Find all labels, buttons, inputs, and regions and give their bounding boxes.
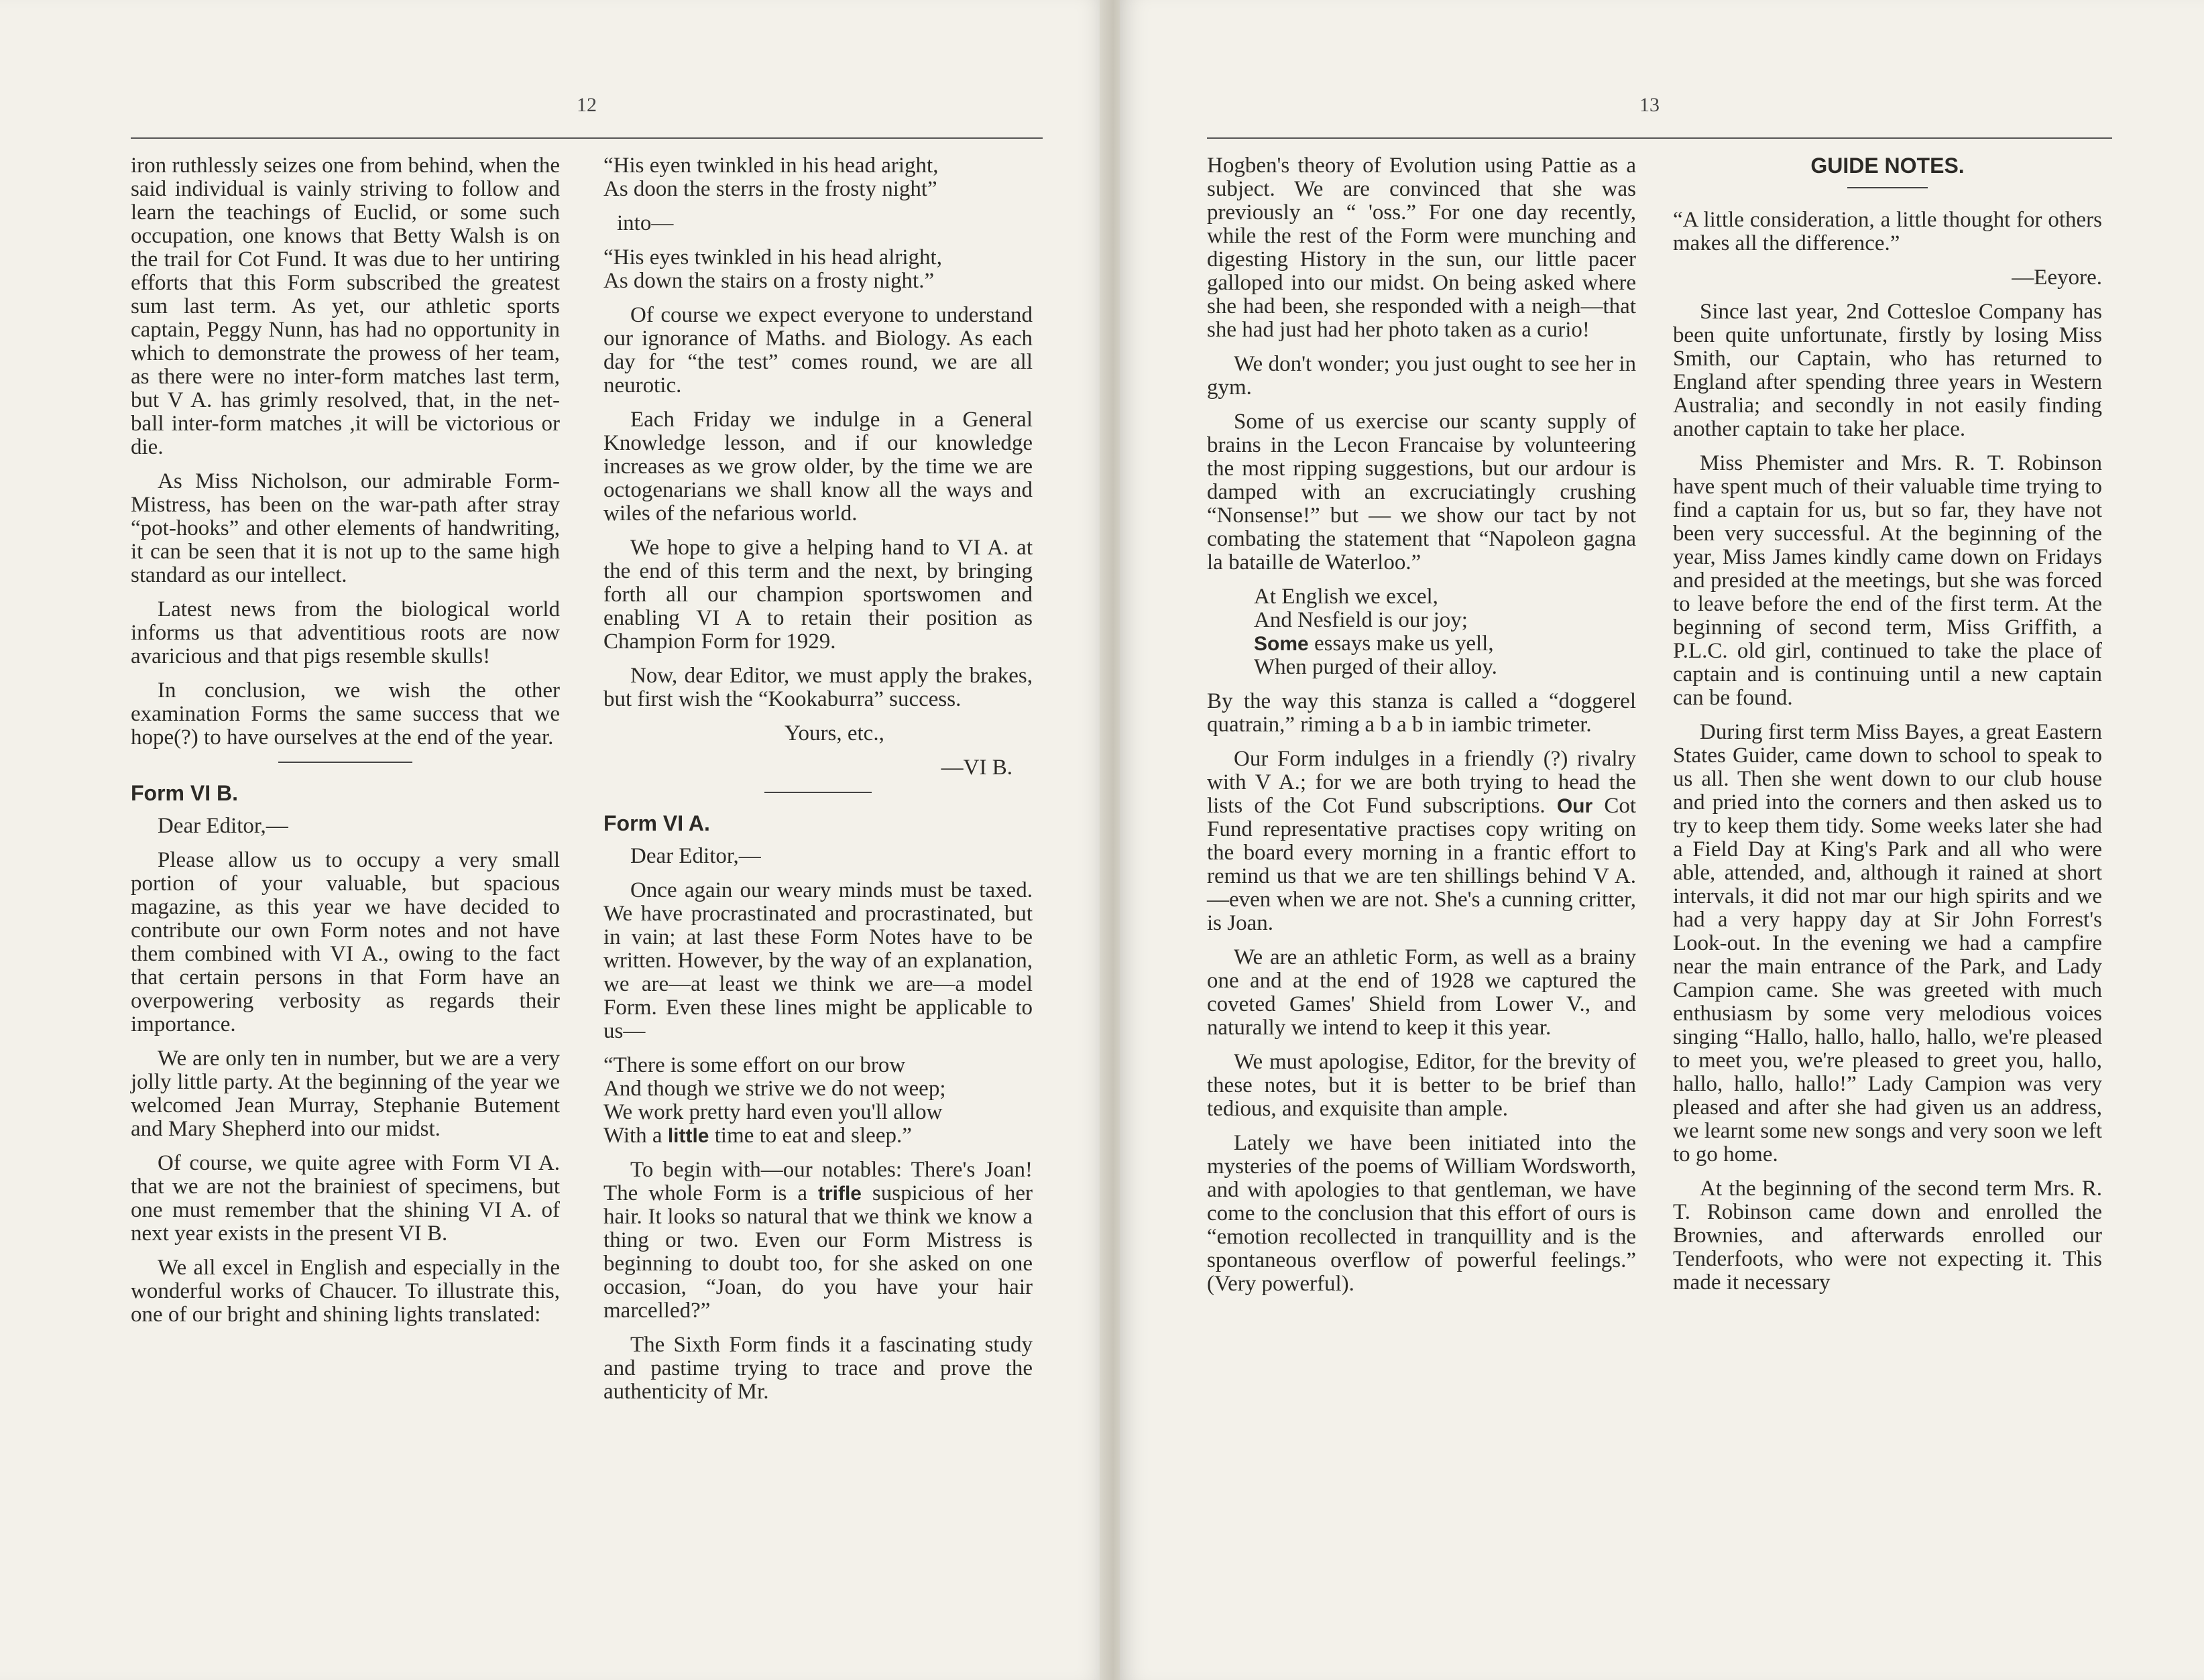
verse-text: “There is some effort on our brow And though we strive we do not weep; We work pretty hard even you'll allow With a [603, 1053, 946, 1148]
signoff: Yours, etc., [785, 721, 884, 745]
paragraph: Since last year, 2nd Cottesloe Company has been quite unfortunate, firstly by losing Miss Smith, our Captain, who has returned to England after spending three years in Western Australia; and secondly in not easily finding another captain to take her place. [1673, 300, 2102, 441]
paragraph: Now, dear Editor, we must apply the brakes, but first wish the “Kookaburra” success. [603, 664, 1033, 711]
left-column-1 [131, 154, 560, 1337]
paragraph: Latest news from the biological world informs us that adventitious roots are now avaricious and that pigs resemble skulls! [131, 597, 560, 668]
page-number-right: 13 [1639, 94, 1660, 116]
salutation: Dear Editor,— [158, 814, 288, 838]
header-rule-left [131, 137, 1043, 139]
section-divider [764, 792, 872, 793]
paragraph: We all excel in English and especially in the wonderful works of Chaucer. To illustrate this, one of our bright and shining lights translated: [131, 1256, 560, 1327]
verse-emphasis: Some [1254, 633, 1309, 655]
paragraph: We are an athletic Form, as well as a brainy one and at the end of 1928 we captured the coveted Games' Shield from Lower V., and naturally we intend to keep it this year. [1207, 945, 1636, 1040]
salutation: Dear Editor,— [630, 844, 761, 868]
epigraph: “A little consideration, a little thought for others makes all the difference.” [1673, 208, 2102, 255]
paragraph: Each Friday we indulge in a General Knowledge lesson, and if our knowledge increases as we grow older, by the time we are octogenarians we shall know all the ways and wiles of the nefarious world. [603, 408, 1033, 526]
verse [603, 1054, 1033, 1148]
emphasis: trifle [817, 1183, 862, 1205]
paragraph: We are only ten in number, but we are a very jolly little party. At the beginning of the year we welcomed Jean Murray, Stephanie Butement and Mary Shepherd into our midst. [131, 1046, 560, 1141]
paragraph [603, 1158, 1033, 1323]
paragraph: The Sixth Form finds it a fascinating study and pastime trying to trace and prove the authenticity of Mr. [603, 1333, 1033, 1404]
text: Cot Fund representative practises copy writing on the board every morning in a frantic effort to remind us that we are ten shillings behind V A.—even when we are not. She's a cunning critter, is Joan. [1207, 794, 1636, 935]
paragraph: At the beginning of the second term Mrs. R. T. Robinson came down and enrolled the Brownies, and afterwards enrolled our Tenderfoots, who were not expecting it. This made it necessary [1673, 1177, 2102, 1295]
verse-emphasis: little [667, 1125, 709, 1147]
section-divider [278, 762, 412, 763]
paragraph: Of course we expect everyone to understand our ignorance of Maths. and Biology. As each day for “the test” comes round, we are all neurotic. [603, 303, 1033, 398]
header-rule-right [1207, 137, 2112, 139]
paragraph: Hogben's theory of Evolution using Pattie as a subject. We are convinced that she was previously an “ 'oss.” For one day recently, while the rest of the Form were munching and digesting History in the sun, our little pacer galloped into our midst. On being asked where she had been, she responded with a neigh—that she had just had her photo taken as a curio! [1207, 154, 1636, 342]
paragraph: In conclusion, we wish the other examination Forms the same success that we hope(?) to have ourselves at the end of the year. [131, 678, 560, 749]
section-heading: Form VI A. [603, 811, 710, 835]
epigraph-attribution: —Eeyore. [2012, 265, 2102, 290]
verse: “His eyen twinkled in his head aright, As doon the sterrs in the frosty night” [603, 154, 939, 201]
signer: —VI B. [941, 756, 1012, 780]
section-heading: GUIDE NOTES. [1810, 154, 1965, 178]
paragraph: iron ruthlessly seizes one from behind, when the said individual is vainly striving to follow and learn the teachings of Euclid, or some such occupation, one knows that Betty Walsh is on the trail for Cot Fund. It was due to her untiring efforts that this Form subscribed the greatest sum last term. As yet, our athletic sports captain, Peggy Nunn, has had no opportunity in which to demonstrate the prowess of her team, as there were no inter-form matches last term, but V A. has grimly resolved, that, in the net-ball inter-form matches ,it will be victorious or die. [131, 154, 560, 459]
paragraph: Some of us exercise our scanty supply of brains in the Lecon Francaise by volunteering the most ripping suggestions, but our ardour is damped with an excruciatingly crushing “Nonsense!” but — we show our tact by not combating the statement that “Napoleon gagna la bataille de Waterloo.” [1207, 410, 1636, 575]
text: suspicious of her hair. It looks so natural that we think we know a thing or two. Even our Form Mistress is beginning to doubt too, for she asked on one occasion, “Joan, do you have your hair marcelled?” [603, 1181, 1033, 1323]
verse-text: essays make us yell, When purged of their alloy. [1254, 632, 1497, 679]
paragraph [1207, 747, 1636, 935]
paragraph: Miss Phemister and Mrs. R. T. Robinson have spent much of their valuable time trying to find a captain for us, but so far, they have not been very successful. At the beginning of the year, Miss James kindly came down on Fridays and presided at the meetings, but she was forced to leave before the end of the first term. At the beginning of second term, Miss Griffith, a P.L.C. old girl, continued to take the place of captain and is continuing until a new captain can be found. [1673, 451, 2102, 710]
paragraph: We must apologise, Editor, for the brevity of these notes, but it is better to be brief than tedious, and exquisite than ample. [1207, 1050, 1636, 1121]
right-column-1 [1207, 154, 1636, 1307]
verse [1207, 585, 1636, 679]
left-column-2 [603, 154, 1033, 1415]
verse-text: At English we excel, And Nesfield is our joy; [1254, 585, 1468, 632]
section-heading: Form VI B. [131, 781, 239, 805]
verse-text: time to eat and sleep.” [709, 1124, 912, 1148]
right-page [1120, 0, 2204, 1680]
paragraph: Once again our weary minds must be taxed. We have procrastinated and procrastinated, but in vain; at last these Form Notes have to be written. However, by the way of an explanation, we are—at least we think we are—a model Form. Even these lines might be applicable to us— [603, 878, 1033, 1043]
paragraph: We don't wonder; you just ought to see her in gym. [1207, 352, 1636, 400]
text: To begin with—our notables: There's Joan! The whole Form is a [603, 1158, 1033, 1205]
emphasis: Our [1556, 795, 1593, 817]
paragraph: We hope to give a helping hand to VI A. at the end of this term and the next, by bringing forth all our champion sportswomen and enabling VI A to retain their position as Champion Form for 1929. [603, 536, 1033, 654]
paragraph: Lately we have been initiated into the mysteries of the poems of William Wordsworth, and with apologies to that gentleman, we have come to the conclusion that this effort of ours is “emotion recollected in tranquillity and is the spontaneous overflow of powerful feelings.” (Very powerful). [1207, 1131, 1636, 1296]
paragraph: Please allow us to occupy a very small portion of your valuable, but spacious magazine, as this year we have decided to contribute our own Form notes and not have them combined with VI A., owing to the fact that certain persons in that Form have an overpowering verbosity as regards their importance. [131, 848, 560, 1036]
paragraph: By the way this stanza is called a “doggerel quatrain,” riming a b a b in iambic trimeter. [1207, 689, 1636, 737]
text: Our Form indulges in a friendly (?) rivalry with V A.; for we are both trying to head the lists of the Cot Fund subscriptions. [1207, 747, 1636, 818]
right-column-2 [1673, 154, 2102, 1305]
verse-connector: into— [617, 211, 674, 235]
page-number-left: 12 [577, 94, 597, 116]
paragraph: Of course, we quite agree with Form VI A. that we are not the brainiest of specimens, but one must remember that the shining VI A. of next year exists in the present VI B. [131, 1151, 560, 1246]
paragraph: As Miss Nicholson, our admirable Form-Mistress, has been on the war-path after stray “pot-hooks” and other elements of handwriting, it can be seen that it is not up to the same high standard as our intellect. [131, 469, 560, 587]
section-divider [1847, 187, 1928, 188]
verse: “His eyes twinkled in his head alright, As down the stairs on a frosty night.” [603, 245, 942, 293]
paragraph: During first term Miss Bayes, a great Eastern States Guider, came down to school to speak to us all. Then she went down to our club house and pried into the corners and then asked us to try to keep them tidy. Some weeks later she had a Field Day at King's Park and all who were able, attended, and, although it rained at short intervals, it did not mar our high spirits and we had a very happy day at Sir John Forrest's Look-out. In the evening we had a campfire near the main entrance of the Park, and Lady Campion came. She was greeted with much enthusiasm by some very melodious voices singing “Hallo, hallo, hallo, hallo, we're pleased to meet you, we're pleased to greet you, hallo, hallo, hallo, hallo!” Lady Campion was very pleased and after she had given us an address, we learnt some new songs and very soon we left to go home. [1673, 720, 2102, 1166]
